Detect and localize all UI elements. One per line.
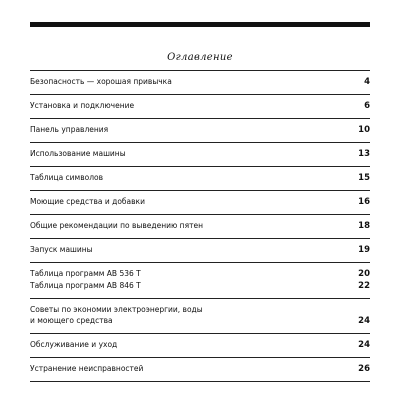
- toc-line: [30, 76, 370, 88]
- toc-entry: [30, 118, 370, 142]
- toc-entry: [30, 298, 370, 333]
- toc-line: [30, 196, 370, 208]
- toc-entry-title: Таблица символов: [30, 173, 104, 182]
- toc-entry-title: Обслуживание и уход: [30, 340, 118, 349]
- toc-line: [30, 315, 370, 327]
- toc-entry-title: Моющие средства и добавки: [30, 197, 145, 206]
- toc-entry: [30, 333, 370, 357]
- toc-list: [30, 70, 370, 382]
- toc-entry-title: Использование машины: [30, 149, 126, 158]
- toc-page-number: 19: [358, 245, 370, 255]
- toc-page-number: 13: [358, 149, 370, 159]
- toc-entry-title: Таблица программ AB 846 T: [30, 281, 141, 290]
- toc-entry-title: Установка и подключение: [30, 101, 135, 110]
- toc-entry-title: Таблица программ AB 536 T: [30, 269, 141, 278]
- toc-line: [30, 339, 370, 351]
- toc-entry-title: Панель управления: [30, 125, 109, 134]
- toc-line: [30, 124, 370, 136]
- toc-entry: [30, 262, 370, 298]
- toc-entry: [30, 70, 370, 94]
- toc-line: [30, 363, 370, 375]
- toc-page-number: 20: [358, 269, 370, 279]
- toc-page-number: 4: [364, 77, 370, 87]
- toc-page-number: 26: [358, 364, 370, 374]
- toc-entry: [30, 142, 370, 166]
- toc-page-number: 24: [358, 340, 370, 350]
- toc-line: [30, 100, 370, 112]
- toc-line: [30, 268, 370, 280]
- toc-line: [30, 304, 370, 315]
- toc-line: [30, 280, 370, 292]
- toc-entry: [30, 238, 370, 262]
- toc-entry-title: Устранение неисправностей: [30, 364, 144, 373]
- toc-entry-title: Запуск машины: [30, 245, 93, 254]
- toc-entry-title: Советы по экономии электроэнергии, воды: [30, 305, 203, 314]
- toc-entry: [30, 190, 370, 214]
- toc-page-number: 16: [358, 197, 370, 207]
- toc-entry: [30, 357, 370, 382]
- toc-page-number: 6: [364, 101, 370, 111]
- toc-entry-title: Общие рекомендации по выведению пятен: [30, 221, 203, 230]
- toc-line: [30, 172, 370, 184]
- toc-page-number: 10: [358, 125, 370, 135]
- toc-entry: [30, 94, 370, 118]
- toc-entry-title: и моющего средства: [30, 316, 113, 325]
- toc-line: [30, 244, 370, 256]
- toc-line: [30, 220, 370, 232]
- toc-entry-title: Безопасность — хорошая привычка: [30, 77, 172, 86]
- toc-page-number: 15: [358, 173, 370, 183]
- toc-page-number: 22: [358, 281, 370, 291]
- toc-title: Оглавление: [167, 52, 233, 63]
- toc-entry: [30, 214, 370, 238]
- toc-page-number: 24: [358, 316, 370, 326]
- top-rule: [30, 22, 370, 27]
- toc-line: [30, 148, 370, 160]
- toc-page-number: 18: [358, 221, 370, 231]
- toc-entry: [30, 166, 370, 190]
